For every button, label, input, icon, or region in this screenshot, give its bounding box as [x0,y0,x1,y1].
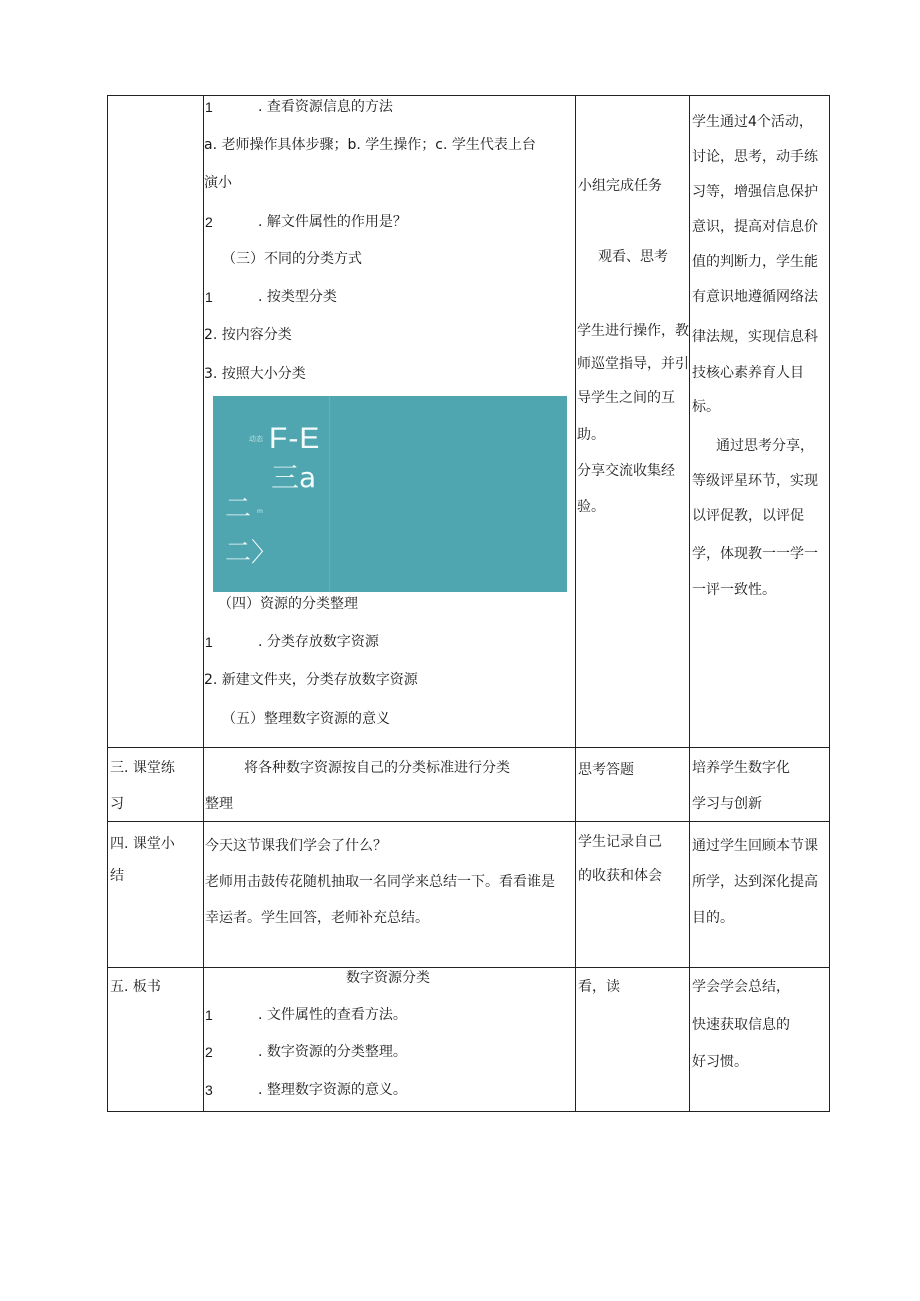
student-activity-text: 导学生之间的互 [577,390,675,406]
list-item-text: . 整理数字资源的意义。 [258,1082,407,1098]
student-activity-text: 思考答题 [578,762,634,778]
table-border-bottom [107,1111,830,1112]
list-item-text: . 文件属性的查看方法。 [258,1007,407,1023]
student-activity-text: 小组完成任务 [578,178,662,194]
stage-label: 三. 课堂练 [110,760,175,776]
list-item-text: . 查看资源信息的方法 [258,99,393,115]
design-intent-text: 学，体现教一一学一 [692,546,818,562]
design-intent-text: 意识，提高对信息价 [692,219,818,235]
student-activity-text: 看，读 [578,979,620,995]
design-intent-text: 标。 [692,399,720,415]
table-col-divider-2 [575,95,576,1112]
list-item-text: . 解文件属性的作用是？ [258,214,407,230]
student-activity-text: 师巡堂指导，并引 [577,356,689,372]
section-heading: （五）整理数字资源的意义 [222,711,390,727]
design-intent-text: 培养学生数字化 [692,760,790,776]
design-intent-text: 习等，增强信息保护 [692,184,818,200]
design-intent-text: 技核心素养育人目 [692,365,804,381]
body-text: 老师用击鼓传花随机抽取一名同学来总结一下。看看谁是 [205,874,555,890]
list-item-number: 1 [205,1007,213,1023]
design-intent-text: 值的判断力，学生能 [692,254,818,270]
list-item: 2. 按内容分类 [204,327,292,343]
list-item-number: 2 [205,1044,213,1060]
list-item-number: 1 [205,634,213,650]
board-title: 数字资源分类 [346,970,430,986]
list-item-number: 1 [205,99,213,115]
list-item-number: 3 [205,1082,213,1098]
table-border-row1-bottom [107,747,830,748]
student-activity-text: 的收获和体会 [578,868,662,884]
body-text: a. 老师操作具体步骤；b. 学生操作；c. 学生代表上台 [204,137,536,153]
list-item-text: . 按类型分类 [258,289,337,305]
stage-label: 结 [110,868,124,884]
table-col-divider-1 [203,95,204,1112]
student-activity-text: 验。 [577,499,605,515]
body-text: 整理 [205,796,233,812]
list-item: 2. 新建文件夹，分类存放数字资源 [204,672,418,688]
table-col-divider-3 [689,95,690,1112]
image-small-label: 动态 [249,435,263,443]
design-intent-text: 快速获取信息的 [692,1017,790,1033]
student-activity-text: 助。 [577,427,605,443]
design-intent-text: 所学，达到深化提高 [692,874,818,890]
table-border-right [829,95,830,1112]
design-intent-text: 以评促教，以评促 [692,508,804,524]
image-glyph-2: 二〉 [225,538,278,568]
body-text: 将各种数字资源按自己的分类标准进行分类 [244,760,510,776]
list-item-number: 1 [205,289,213,305]
student-activity-text: 观看、思考 [598,249,668,265]
design-intent-text: 目的。 [692,910,734,926]
student-activity-text: 分享交流收集经 [577,463,675,479]
body-text: 今天这节课我们学会了什么？ [205,838,387,854]
body-text: 幸运者。学生回答，老师补充总结。 [205,910,429,926]
image-glyph-1: 二 [225,494,252,524]
design-intent-text: 好习惯。 [692,1054,748,1070]
image-divider [329,396,330,592]
table-border-left [107,95,108,1112]
table-border-row3-bottom [107,967,830,968]
list-item: 3. 按照大小分类 [204,366,306,382]
list-item-text: . 分类存放数字资源 [258,634,379,650]
image-a-text: 三a [271,461,317,494]
stage-label: 习 [110,796,124,812]
design-intent-text: 一评一致性。 [692,582,776,598]
design-intent-text: 等级评星环节，实现 [692,473,818,489]
screenshot-image [213,396,567,592]
design-intent-text: 律法规，实现信息科 [692,329,818,345]
design-intent-text: 通过思考分享， [716,438,814,454]
list-item-number: 2 [205,214,213,230]
design-intent-text: 学会学会总结， [692,979,790,995]
section-heading: （三）不同的分类方式 [222,251,362,267]
design-intent-text: 学习与创新 [692,796,762,812]
image-fe-text: F-E [269,422,321,455]
design-intent-text: 有意识地遵循网络法 [692,289,818,305]
stage-label: 五. 板书 [110,979,161,995]
design-intent-text: 通过学生回顾本节课 [692,838,818,854]
list-item-text: . 数字资源的分类整理。 [258,1044,407,1060]
image-tiny-label: m [257,508,263,515]
table-border-row2-bottom [107,821,830,822]
design-intent-text: 讨论，思考，动手练 [692,149,818,165]
student-activity-text: 学生记录自己 [578,834,662,850]
table-border-top [107,95,830,96]
student-activity-text: 学生进行操作，教 [577,323,689,339]
section-heading: （四）资源的分类整理 [218,596,358,612]
design-intent-text: 学生通过4个活动， [692,114,813,130]
stage-label: 四. 课堂小 [110,836,175,852]
body-text: 演小 [204,175,232,191]
